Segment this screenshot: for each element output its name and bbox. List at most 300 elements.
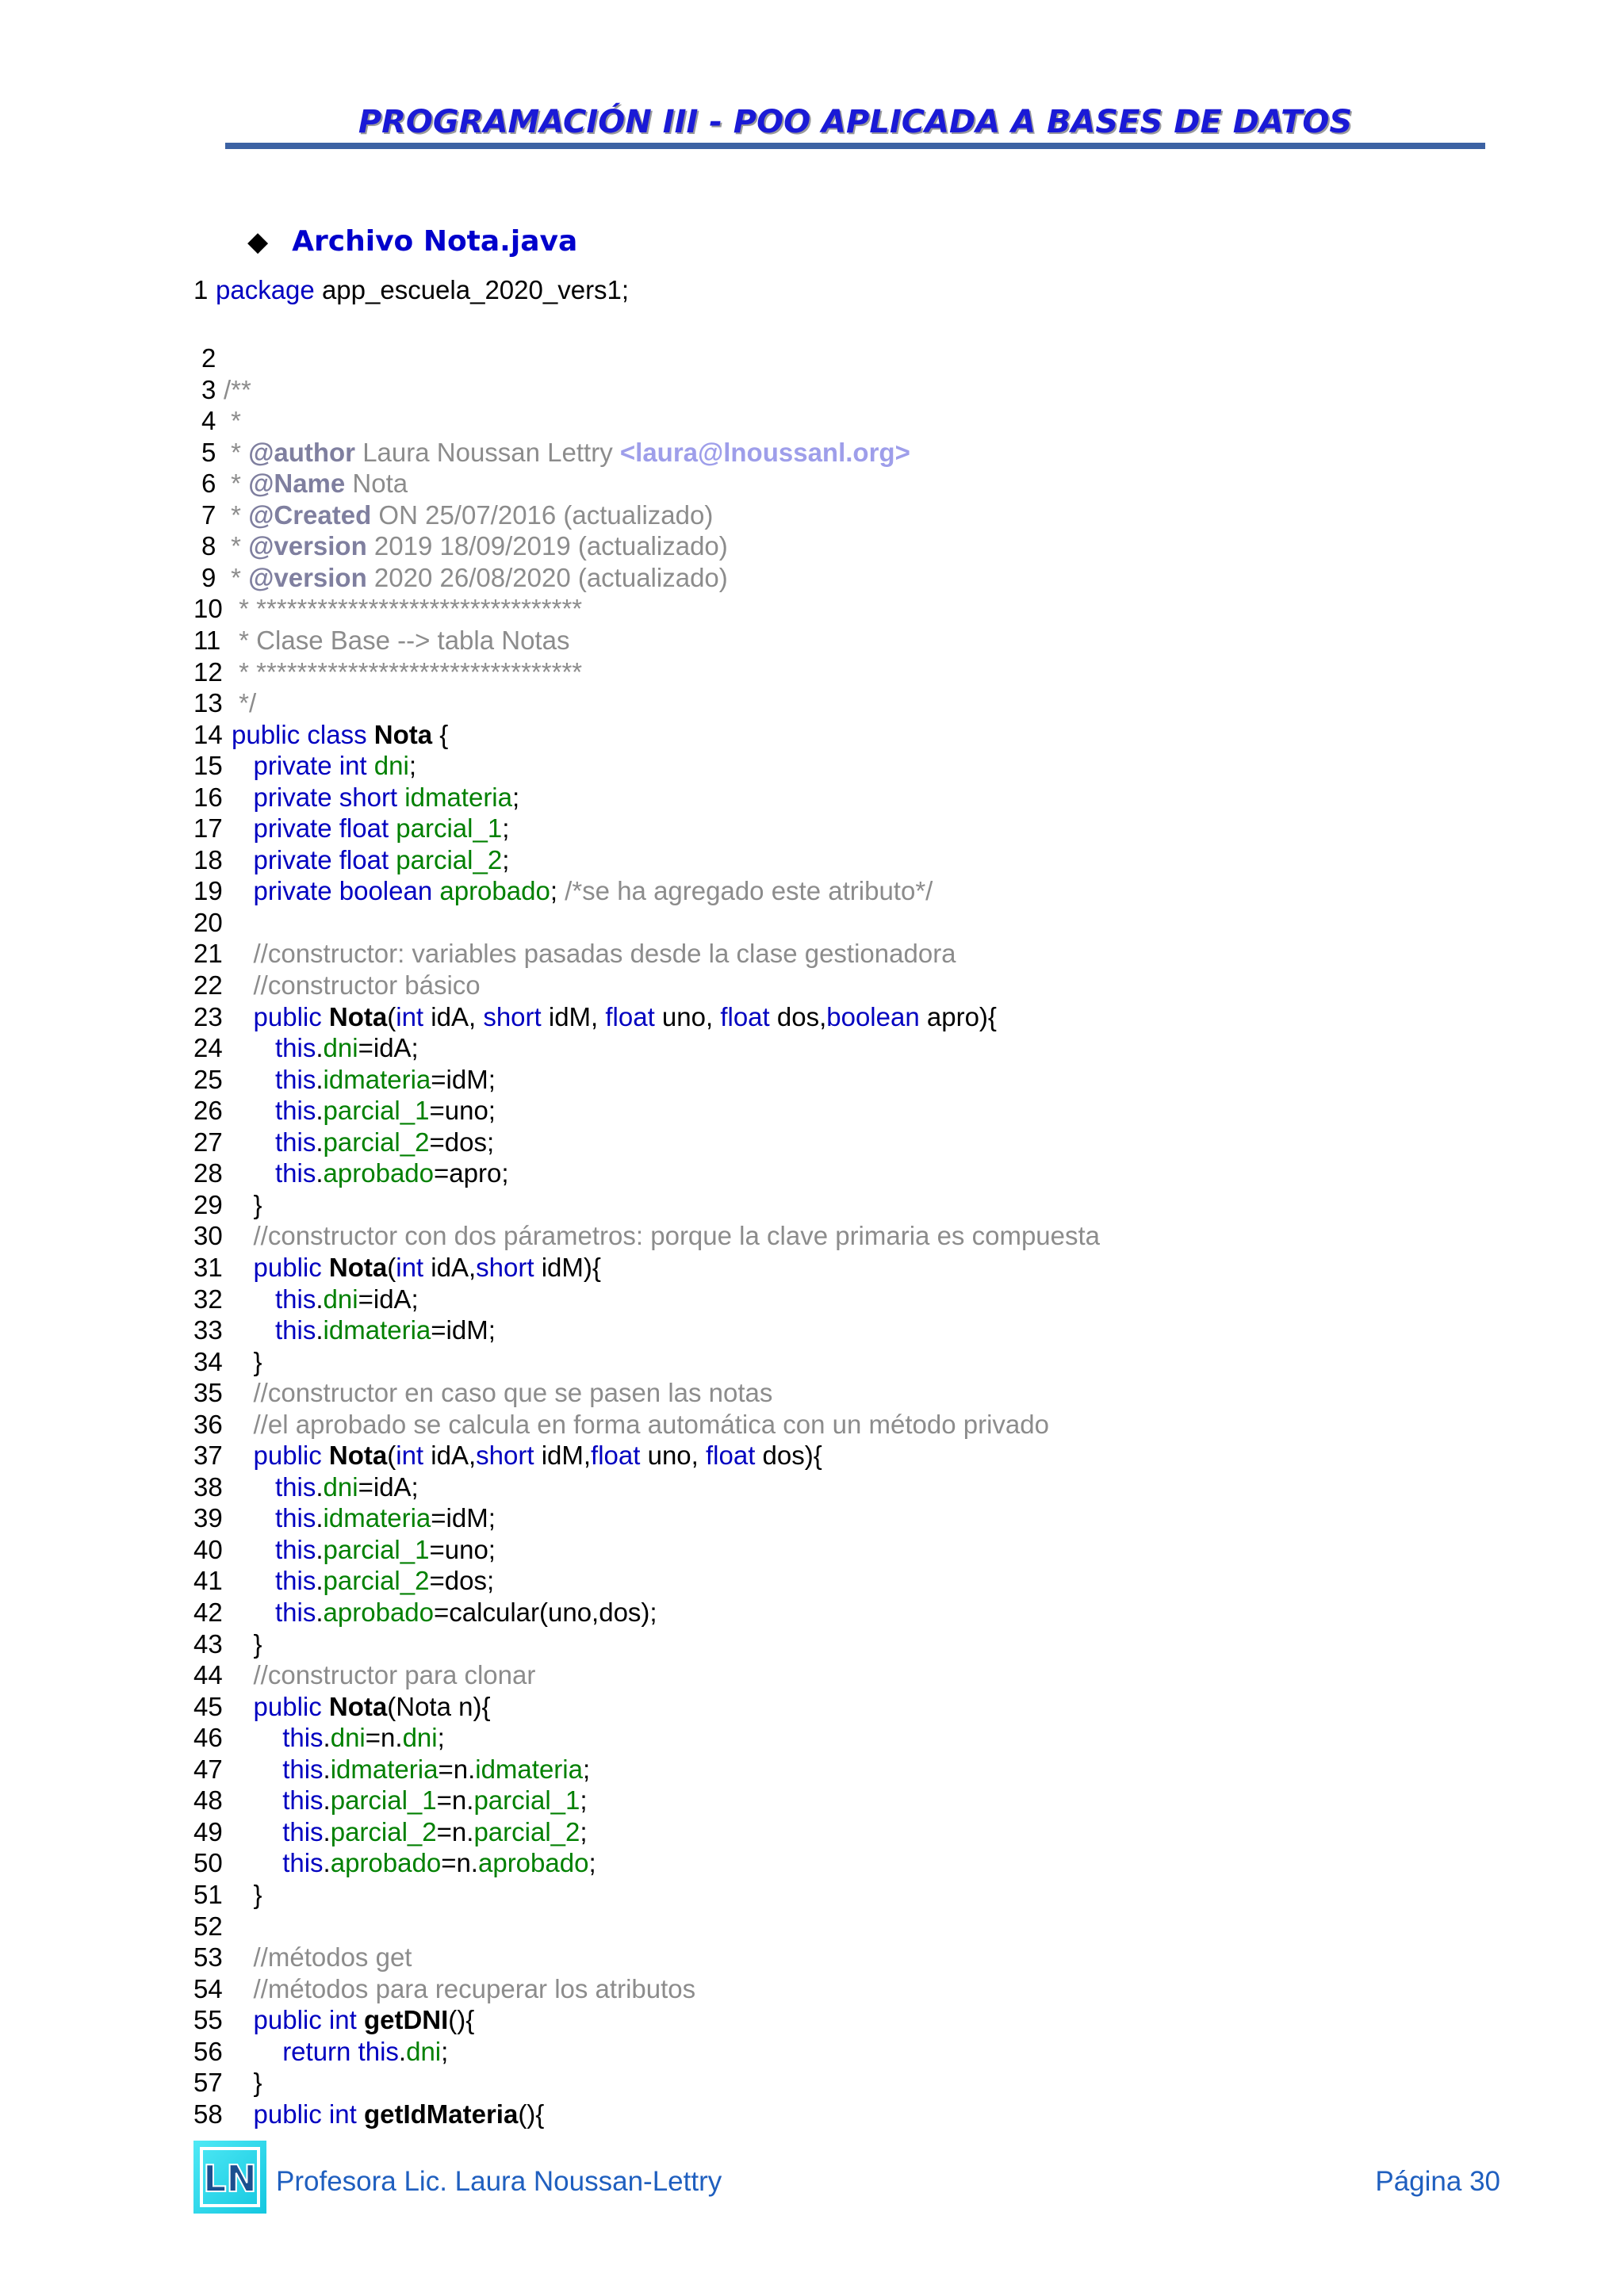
- code-token: .: [316, 1033, 324, 1063]
- code-token: [232, 1253, 254, 1282]
- code-token: this: [275, 1127, 316, 1157]
- code-token: int: [396, 1441, 424, 1471]
- code-line: [193, 656, 582, 688]
- line-number: 18: [193, 844, 223, 874]
- code-token: public: [253, 1441, 329, 1471]
- code-token: .: [323, 1785, 331, 1816]
- line-number: 25: [193, 1064, 223, 1094]
- code-token: [232, 1942, 254, 1972]
- code-line: [193, 1064, 496, 1096]
- line-number: 16: [193, 782, 223, 812]
- line-number: 6: [201, 469, 216, 499]
- code-token: float: [706, 1441, 756, 1471]
- code-token: =n.: [436, 1816, 474, 1846]
- code-token: Nota: [328, 1691, 388, 1721]
- code-token: public int: [253, 2005, 364, 2035]
- line-number: 20: [193, 907, 223, 937]
- code-line: [193, 1220, 1100, 1252]
- code-token: 2019 18/09/2019 (actualizado): [366, 531, 728, 561]
- code-line: [193, 875, 933, 907]
- line-number: 42: [193, 1598, 223, 1627]
- code-token: parcial_1: [323, 1534, 430, 1564]
- code-token: dni: [323, 1033, 358, 1063]
- code-line: [193, 499, 713, 531]
- code-line: [193, 2099, 544, 2130]
- code-token: //métodos get: [253, 1942, 412, 1973]
- line-number: 35: [193, 1378, 223, 1408]
- code-token: =idM;: [431, 1064, 496, 1094]
- code-line: [193, 593, 582, 625]
- line-number: 8: [201, 531, 216, 561]
- line-number: 29: [193, 1189, 223, 1219]
- code-token: */: [232, 688, 257, 718]
- code-token: Nota: [373, 719, 433, 749]
- code-token: public class: [232, 719, 374, 749]
- code-token: /*se ha agregado este atributo*/: [565, 876, 933, 906]
- code-token: [232, 1848, 282, 1877]
- code-token: getIdMateria: [363, 2099, 519, 2129]
- code-token: =apro;: [434, 1158, 509, 1188]
- code-token: }: [232, 1879, 262, 1909]
- page-header-title: PROGRAMACIÓN III - POO APLICADA A BASES DE DATOS: [358, 104, 1353, 140]
- code-token: [232, 1598, 275, 1627]
- code-token: public: [253, 1001, 329, 1031]
- code-token: [232, 1660, 254, 1689]
- code-token: ;: [441, 2036, 449, 2066]
- code-line: [193, 437, 910, 469]
- code-token: dni: [373, 751, 409, 781]
- code-token: //constructor para clonar: [253, 1660, 536, 1690]
- code-token: parcial_2: [323, 1566, 430, 1596]
- code-line: [193, 1346, 262, 1378]
- code-token: [232, 876, 254, 905]
- code-token: =n.: [365, 1723, 403, 1753]
- line-number: 50: [193, 1848, 223, 1878]
- line-number: 24: [193, 1033, 223, 1063]
- line-number: 28: [193, 1158, 223, 1188]
- code-token: aprobado: [477, 1848, 589, 1878]
- code-line: [193, 687, 256, 719]
- line-number: 33: [193, 1315, 223, 1345]
- code-token: idmateria: [323, 1064, 431, 1094]
- code-token: [232, 845, 254, 874]
- code-token: this: [275, 1315, 316, 1345]
- code-token: this: [275, 1534, 316, 1564]
- code-token: idmateria: [404, 782, 512, 812]
- code-token: ;: [580, 1816, 588, 1846]
- code-token: uno,: [640, 1441, 706, 1471]
- code-token: apro){: [919, 1001, 997, 1031]
- code-token: dni: [330, 1723, 366, 1753]
- code-line: [193, 274, 629, 306]
- code-token: [232, 1378, 254, 1407]
- code-token: <laura@lnoussanl.org>: [619, 437, 910, 467]
- code-line: [193, 530, 728, 562]
- code-token: /**: [224, 374, 251, 404]
- code-token: aprobado: [323, 1158, 435, 1188]
- code-line: [193, 1911, 232, 1942]
- code-token: parcial_2: [396, 844, 503, 874]
- code-line: [193, 1754, 590, 1785]
- code-token: getDNI: [363, 2005, 449, 2035]
- line-number: 7: [201, 499, 216, 530]
- code-line: [193, 1565, 494, 1597]
- line-number: 27: [193, 1127, 223, 1157]
- code-token: =uno;: [429, 1534, 496, 1564]
- code-line: [193, 1284, 419, 1315]
- code-token: =uno;: [429, 1096, 496, 1126]
- line-number: 26: [193, 1096, 223, 1126]
- code-line: [193, 342, 224, 374]
- code-token: *: [224, 531, 249, 561]
- line-number: 32: [193, 1284, 223, 1314]
- code-token: idM,: [534, 1441, 592, 1471]
- code-token: .: [323, 1816, 331, 1846]
- code-token: idmateria: [323, 1315, 431, 1345]
- line-number: 37: [193, 1441, 223, 1471]
- code-token: (: [387, 1441, 396, 1471]
- code-line: [193, 1158, 509, 1189]
- line-number: 52: [193, 1911, 223, 1941]
- line-number: 1: [193, 275, 209, 304]
- code-token: this: [275, 1598, 316, 1627]
- code-token: [232, 1221, 254, 1250]
- code-token: parcial_2: [330, 1816, 437, 1846]
- code-line: [193, 1095, 496, 1127]
- line-number: 44: [193, 1660, 223, 1690]
- code-token: dni: [323, 1284, 358, 1314]
- code-token: (Nota n){: [387, 1691, 491, 1721]
- code-token: parcial_1: [330, 1785, 437, 1816]
- code-token: parcial_1: [323, 1096, 430, 1126]
- line-number: 48: [193, 1785, 223, 1816]
- code-token: dni: [406, 2036, 442, 2066]
- code-token: .: [316, 1158, 324, 1188]
- code-token: this: [282, 1785, 324, 1816]
- line-number: 45: [193, 1691, 223, 1721]
- line-number: 40: [193, 1534, 223, 1564]
- line-number: 36: [193, 1409, 223, 1439]
- line-number: 55: [193, 2005, 223, 2035]
- code-token: public: [253, 1691, 329, 1721]
- code-token: *: [224, 437, 249, 467]
- code-token: }: [232, 2068, 262, 2098]
- code-token: this: [275, 1158, 316, 1188]
- code-line: [193, 813, 509, 844]
- code-token: short: [476, 1252, 534, 1282]
- code-line: [193, 405, 241, 437]
- line-number: 46: [193, 1723, 223, 1753]
- code-line: [193, 1440, 822, 1471]
- code-token: [232, 1002, 254, 1031]
- code-token: (: [387, 1252, 396, 1282]
- code-token: [232, 970, 254, 1000]
- footer-page-number: Página 30: [1375, 2166, 1500, 2197]
- code-token: =calcular(uno,dos);: [434, 1598, 657, 1627]
- code-token: idmateria: [475, 1754, 583, 1784]
- code-token: float: [720, 1001, 770, 1031]
- line-number: 47: [193, 1754, 223, 1784]
- code-line: [193, 1722, 445, 1754]
- code-token: [232, 1817, 282, 1846]
- code-token: @author: [248, 437, 356, 467]
- line-number: 21: [193, 939, 223, 969]
- line-number: 11: [193, 625, 221, 655]
- logo-text: LN: [203, 2157, 257, 2200]
- code-line: [193, 907, 232, 939]
- line-number: 43: [193, 1628, 223, 1659]
- code-token: Laura Noussan Lettry: [355, 437, 620, 467]
- code-token: [232, 1755, 282, 1784]
- code-line: [193, 1409, 1049, 1441]
- code-token: ON 25/07/2016 (actualizado): [371, 499, 714, 530]
- code-token: [232, 1158, 275, 1188]
- code-token: {: [432, 719, 449, 749]
- code-token: =idA;: [358, 1471, 419, 1502]
- code-line: [193, 2004, 474, 2036]
- code-token: }: [232, 1628, 262, 1659]
- code-token: this: [275, 1566, 316, 1596]
- code-token: .: [316, 1064, 324, 1094]
- code-token: .: [316, 1503, 324, 1533]
- code-token: @version: [248, 531, 367, 561]
- code-line: [193, 1534, 496, 1566]
- code-token: [232, 1410, 254, 1439]
- code-line: [193, 2036, 448, 2068]
- code-token: [232, 1033, 275, 1062]
- code-line: [193, 1032, 419, 1064]
- code-token: [232, 813, 254, 843]
- code-line: [193, 719, 448, 751]
- code-token: ;: [588, 1848, 596, 1878]
- code-token: int: [396, 1001, 424, 1031]
- code-token: this: [275, 1471, 316, 1502]
- code-token: [232, 1472, 275, 1502]
- code-token: short: [483, 1001, 542, 1031]
- code-token: //constructor: variables pasadas desde la clase gestionadora: [253, 939, 956, 969]
- code-token: dni: [402, 1723, 438, 1753]
- code-line: [193, 750, 416, 782]
- code-token: .: [316, 1096, 324, 1126]
- code-token: [232, 1503, 275, 1533]
- code-line: [193, 1691, 490, 1723]
- code-token: =idA;: [358, 1033, 419, 1063]
- code-line: [193, 1659, 535, 1691]
- code-token: =idM;: [431, 1315, 496, 1345]
- code-token: idmateria: [330, 1754, 439, 1784]
- code-token: parcial_1: [473, 1785, 580, 1816]
- code-token: =dos;: [429, 1127, 495, 1157]
- code-token: }: [232, 1346, 262, 1376]
- code-token: uno,: [654, 1001, 721, 1031]
- code-token: this: [282, 1723, 324, 1753]
- code-token: *: [224, 499, 249, 530]
- code-token: parcial_2: [473, 1816, 580, 1846]
- code-token: aprobado: [439, 876, 550, 906]
- code-token: * ********************************: [232, 594, 583, 624]
- code-token: @Name: [248, 469, 346, 499]
- code-token: idmateria: [323, 1503, 431, 1533]
- code-token: private float: [253, 813, 396, 844]
- code-token: =n.: [441, 1848, 478, 1878]
- code-token: [232, 1785, 282, 1815]
- code-line: [193, 562, 728, 594]
- code-token: @version: [248, 562, 367, 592]
- code-line: [193, 1127, 494, 1158]
- line-number: 39: [193, 1503, 223, 1533]
- code-token: * ********************************: [232, 656, 583, 687]
- code-line: [193, 1252, 601, 1284]
- code-token: (){: [518, 2099, 545, 2129]
- code-token: parcial_1: [396, 813, 503, 844]
- code-line: [193, 1879, 262, 1911]
- code-token: .: [316, 1127, 324, 1157]
- code-token: [232, 2005, 254, 2034]
- line-number: 15: [193, 751, 223, 781]
- code-token: idA,: [423, 1441, 477, 1471]
- code-token: }: [232, 1189, 262, 1219]
- line-number: 13: [193, 688, 223, 718]
- code-token: *: [224, 562, 249, 592]
- code-token: [232, 1284, 275, 1314]
- code-token: [232, 1692, 254, 1721]
- code-token: Nota: [328, 1441, 388, 1471]
- code-line: [193, 1847, 596, 1879]
- line-number: 23: [193, 1001, 223, 1031]
- code-token: public: [253, 1252, 329, 1282]
- code-line: [193, 1942, 412, 1973]
- line-number: 3: [201, 374, 216, 404]
- code-token: .: [316, 1566, 324, 1596]
- code-token: aprobado: [323, 1598, 435, 1627]
- code-line: [193, 1628, 262, 1660]
- code-token: [232, 751, 254, 780]
- code-token: * Clase Base --> tabla Notas: [232, 625, 570, 655]
- code-line: [193, 1471, 419, 1503]
- code-token: .: [398, 2036, 407, 2066]
- footer-author: Profesora Lic. Laura Noussan-Lettry: [276, 2166, 722, 2197]
- line-number: 57: [193, 2068, 223, 2098]
- code-line: [193, 468, 408, 499]
- code-token: float: [605, 1001, 655, 1031]
- code-token: idA,: [423, 1252, 477, 1282]
- code-token: this: [275, 1033, 316, 1063]
- code-token: *: [224, 469, 249, 499]
- code-token: [232, 1441, 254, 1470]
- code-line: [193, 782, 519, 813]
- code-token: this: [275, 1503, 316, 1533]
- diamond-bullet-icon: ◆: [247, 226, 269, 258]
- code-token: @Created: [248, 499, 372, 530]
- code-line: [193, 844, 509, 876]
- code-token: parcial_2: [323, 1127, 430, 1157]
- code-line: [193, 1597, 657, 1628]
- code-token: Nota: [328, 1252, 388, 1282]
- code-token: .: [316, 1284, 324, 1314]
- code-token: [232, 2037, 282, 2066]
- code-token: ;: [550, 876, 565, 906]
- code-token: =dos;: [429, 1566, 495, 1596]
- section-heading-text: Archivo Nota.java: [292, 225, 578, 258]
- code-token: Nota: [328, 1001, 388, 1031]
- code-token: private float: [253, 844, 396, 874]
- code-token: =idM;: [431, 1503, 496, 1533]
- code-token: ;: [437, 1723, 445, 1753]
- line-number: 34: [193, 1346, 223, 1376]
- code-token: .: [316, 1534, 324, 1564]
- code-token: private int: [253, 751, 374, 781]
- code-token: return this: [282, 2036, 399, 2066]
- code-token: (: [387, 1001, 396, 1031]
- code-token: [232, 1535, 275, 1564]
- code-token: idM,: [541, 1001, 606, 1031]
- code-token: =idA;: [358, 1284, 419, 1314]
- line-number: 38: [193, 1471, 223, 1502]
- code-token: private short: [253, 782, 405, 812]
- code-token: //el aprobado se calcula en forma automática con un método privado: [253, 1409, 1049, 1439]
- code-token: this: [275, 1096, 316, 1126]
- code-token: .: [323, 1848, 331, 1878]
- code-token: .: [316, 1315, 324, 1345]
- code-line: [193, 374, 251, 406]
- code-token: =n.: [436, 1785, 474, 1816]
- line-number: 53: [193, 1942, 223, 1973]
- line-number: 56: [193, 2036, 223, 2066]
- code-token: [232, 939, 254, 968]
- code-token: .: [316, 1598, 324, 1627]
- code-token: dos){: [755, 1441, 822, 1471]
- line-number: 17: [193, 813, 223, 844]
- code-token: [232, 1315, 275, 1345]
- code-token: [232, 1096, 275, 1125]
- code-token: 2020 26/08/2020 (actualizado): [366, 562, 728, 592]
- code-line: [193, 1502, 496, 1534]
- line-number: 54: [193, 1973, 223, 2003]
- line-number: 31: [193, 1252, 223, 1282]
- code-token: ;: [502, 844, 510, 874]
- line-number: 5: [201, 437, 216, 467]
- code-token: app_escuela_2020_vers1;: [321, 275, 630, 304]
- code-line: [193, 938, 956, 970]
- line-number: 41: [193, 1566, 223, 1596]
- code-token: package: [216, 275, 322, 304]
- code-token: Nota: [345, 469, 408, 499]
- code-token: [232, 1723, 282, 1752]
- code-line: [193, 1001, 997, 1033]
- code-token: [232, 1566, 275, 1595]
- code-token: this: [282, 1754, 324, 1784]
- code-token: [232, 1974, 254, 2003]
- code-token: ;: [502, 813, 510, 844]
- line-number: 10: [193, 594, 223, 624]
- code-token: ;: [580, 1785, 588, 1816]
- line-number: 14: [193, 719, 223, 749]
- code-token: this: [275, 1284, 316, 1314]
- code-token: aprobado: [330, 1848, 442, 1878]
- code-token: this: [282, 1816, 324, 1846]
- code-token: //constructor con dos párametros: porque la clave primaria es compuesta: [253, 1221, 1101, 1251]
- code-token: private boolean: [253, 876, 440, 906]
- code-token: //constructor básico: [253, 970, 481, 1000]
- code-token: .: [316, 1471, 324, 1502]
- line-number: 12: [193, 656, 223, 687]
- code-token: dos,: [769, 1001, 827, 1031]
- line-number: 2: [201, 343, 216, 373]
- code-token: idM){: [534, 1252, 601, 1282]
- code-token: [232, 1127, 275, 1157]
- code-token: ;: [582, 1754, 591, 1784]
- code-token: this: [275, 1064, 316, 1094]
